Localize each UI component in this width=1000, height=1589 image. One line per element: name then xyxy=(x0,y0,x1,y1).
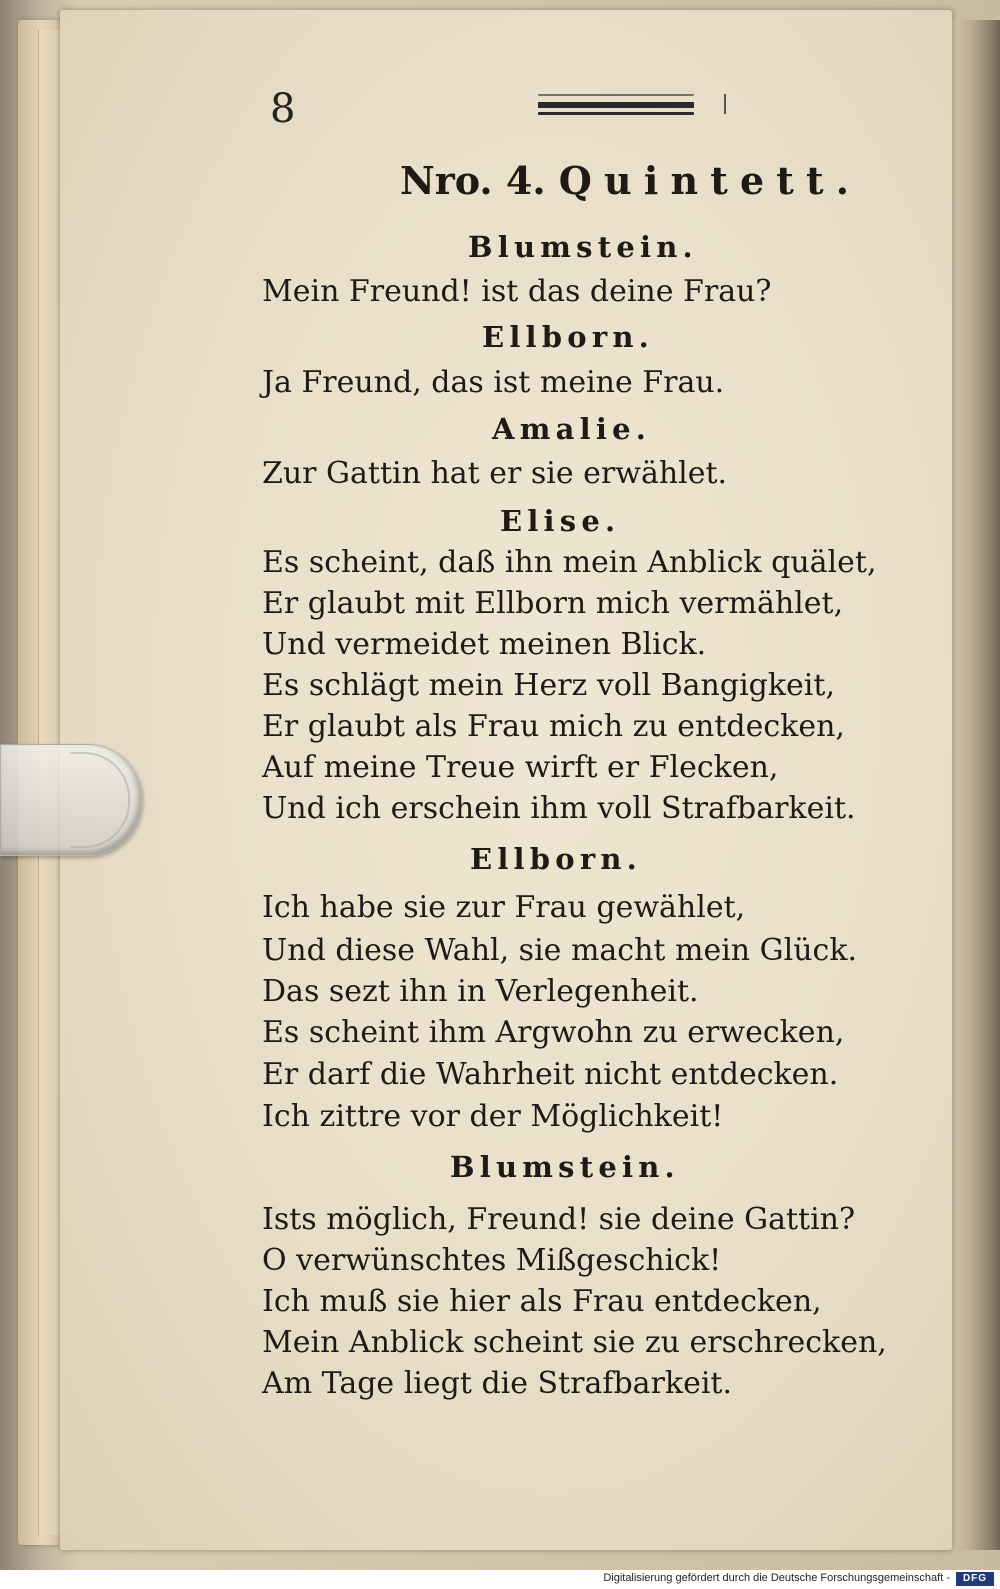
speaker-name: Elise. xyxy=(500,504,621,538)
verse-line: Ists möglich, Freund! sie deine Gattin? xyxy=(262,1202,856,1237)
verse-line: Zur Gattin hat er sie erwählet. xyxy=(262,456,728,491)
verse-line: Ja Freund, das ist meine Frau. xyxy=(262,365,725,400)
header-rule xyxy=(538,102,694,108)
speaker-name: Blumstein. xyxy=(450,1150,680,1184)
speaker-name: Amalie. xyxy=(492,412,652,446)
verse-line: Ich muß sie hier als Frau entdecken, xyxy=(262,1284,822,1319)
book-page xyxy=(60,10,952,1550)
verse-line: Er darf die Wahrheit nicht entdecken. xyxy=(262,1057,839,1092)
page-title xyxy=(400,158,861,203)
verse-line: Ich habe sie zur Frau gewählet, xyxy=(262,890,746,925)
verse-line: Am Tage liegt die Strafbarkeit. xyxy=(262,1366,733,1401)
verse-line: Mein Anblick scheint sie zu erschrecken, xyxy=(262,1325,887,1360)
verse-line: Und ich erschein ihm voll Strafbarkeit. xyxy=(262,791,856,826)
right-page-edge xyxy=(950,20,1000,1550)
verse-line: Ich zittre vor der Möglichkeit! xyxy=(262,1099,724,1134)
verse-line: Er glaubt mit Ellborn mich vermählet, xyxy=(262,586,844,621)
title-number: Nro. 4. xyxy=(400,158,546,203)
speaker-name: Blumstein. xyxy=(468,230,698,264)
verse-line: Er glaubt als Frau mich zu entdecken, xyxy=(262,709,845,744)
verse-line: Und vermeidet meinen Blick. xyxy=(262,627,707,662)
title-word: Quintett. xyxy=(558,158,862,203)
verse-line: Es scheint ihm Argwohn zu erwecken, xyxy=(262,1015,845,1050)
verse-line: Auf meine Treue wirft er Flecken, xyxy=(262,750,779,785)
verse-line: Mein Freund! ist das deine Frau? xyxy=(262,274,772,309)
verse-line: Und diese Wahl, sie macht mein Glück. xyxy=(262,933,858,968)
header-rule-top xyxy=(538,94,694,96)
speaker-name: Ellborn. xyxy=(482,320,654,354)
verse-line: Es schlägt mein Herz voll Bangigkeit, xyxy=(262,668,835,703)
verse-line: Es scheint, daß ihn mein Anblick quälet, xyxy=(262,545,877,580)
footer-credit: Digitalisierung gefördert durch die Deutsche Forschungsgemeinschaft - xyxy=(603,1572,950,1584)
footer-bar xyxy=(0,1570,1000,1589)
header-rule-bottom xyxy=(538,112,694,115)
pencil-mark xyxy=(724,94,726,114)
page-number: 8 xyxy=(270,86,296,132)
speaker-name: Ellborn. xyxy=(470,842,642,876)
dfg-logo: DFG xyxy=(956,1572,994,1586)
verse-line: O verwünschtes Mißgeschick! xyxy=(262,1243,722,1278)
verse-line: Das sezt ihn in Verlegenheit. xyxy=(262,974,699,1009)
